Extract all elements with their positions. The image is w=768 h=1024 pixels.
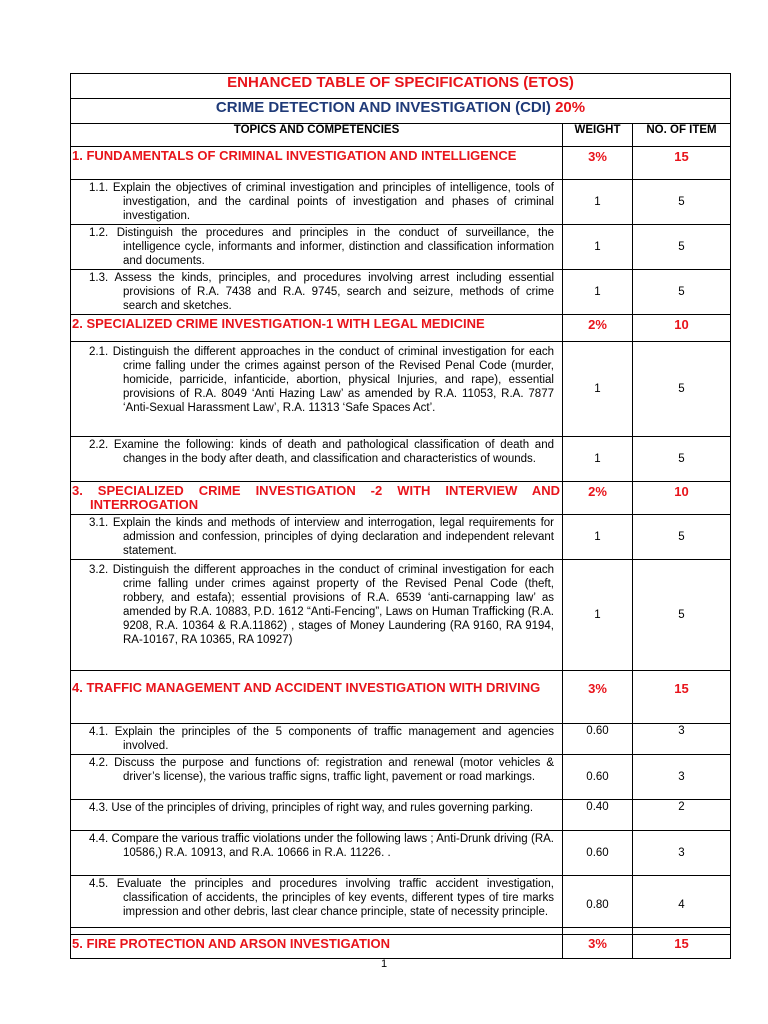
section-weight: 3% [563, 147, 633, 180]
competency-items: 5 [633, 437, 731, 482]
document-subtitle [216, 99, 585, 116]
competency-items: 5 [633, 225, 731, 270]
competency-items: 5 [633, 180, 731, 225]
competency-weight: 1 [563, 560, 633, 671]
subtitle-percent: 20% [555, 99, 586, 116]
competency-items: 3 [633, 755, 731, 800]
competency-items: 5 [633, 560, 731, 671]
section-label: 2. SPECIALIZED CRIME INVESTIGATION-1 WITH LEGAL MEDICINE [72, 316, 485, 331]
section-row [71, 147, 731, 180]
section-label: 1. FUNDAMENTALS OF CRIMINAL INVESTIGATION AND INTELLIGENCE [72, 148, 517, 163]
competency-items: 4 [633, 876, 731, 935]
competency-row [71, 831, 731, 876]
section-items: 15 [633, 147, 731, 180]
competency-text: 4.5. Evaluate the principles and procedures involving traffic accident investigation, classification of accidents, the principles of key events, different types of tire marks impression and other debris, last clear chance principle, state of necessity principle. [89, 878, 554, 918]
section-row [71, 482, 731, 515]
subtitle-text: CRIME DETECTION AND INVESTIGATION (CDI) [215, 99, 551, 116]
competency-weight: 0.60 [563, 755, 633, 800]
section-items: 15 [633, 928, 731, 959]
section-label: 4. TRAFFIC MANAGEMENT AND ACCIDENT INVESTIGATION WITH DRIVING [72, 680, 541, 695]
competency-text: 1.1. Explain the objectives of criminal investigation and principles of intelligence, tools of investigation, and the cardinal points of investigation and phases of criminal investigation. [89, 182, 554, 222]
competency-weight: 1 [563, 225, 633, 270]
competency-weight: 0.40 [563, 800, 633, 831]
competency-row [71, 724, 731, 755]
competency-row [71, 876, 731, 935]
competency-text: 1.2. Distinguish the procedures and principles in the conduct of surveillance, the intelligence cycle, informants and informer, distinction and classification information and documents. [89, 227, 554, 267]
competency-row [71, 437, 731, 482]
competency-text: 2.1. Distinguish the different approaches in the conduct of criminal investigation for each crime falling under the crimes against person of the Revised Penal Code (murder, homicide, parricide, infanticide, abortion, physical Injuries, and rape), essential provisions of R.A. 8049 ‘Anti Hazing Law’ as amended by R.A. 11053, R.A. 7877 ‘Anti-Sexual Harassment Law’, R.A. 11313 ‘Safe Spaces Act’. [89, 346, 554, 414]
competency-row [71, 515, 731, 560]
competency-items: 5 [633, 342, 731, 437]
competency-text: 4.3. Use of the principles of driving, principles of right way, and rules governing parking. [89, 802, 534, 814]
competency-weight: 0.60 [563, 724, 633, 755]
competency-text: 3.1. Explain the kinds and methods of interview and interrogation, legal requirements for admission and confession, principles of dying declaration and independent relevant statement. [89, 517, 554, 557]
competency-row [71, 755, 731, 800]
competency-weight: 0.60 [563, 831, 633, 876]
section-weight: 3% [563, 671, 633, 724]
section-items: 10 [633, 315, 731, 342]
etos-table [70, 73, 731, 935]
section-label: 3. SPECIALIZED CRIME INVESTIGATION -2 WITH INTERVIEW AND INTERROGATION [72, 483, 560, 512]
competency-items: 5 [633, 270, 731, 315]
competency-row [71, 270, 731, 315]
section-items: 15 [633, 671, 731, 724]
section-label: 5. FIRE PROTECTION AND ARSON INVESTIGATION [71, 928, 563, 959]
section-row [71, 315, 731, 342]
competency-row [71, 800, 731, 831]
section-weight: 2% [563, 482, 633, 515]
competency-row [71, 560, 731, 671]
subtitle-cell [71, 99, 731, 124]
competency-text: 1.3. Assess the kinds, principles, and procedures involving arrest including essential provisions of R.A. 7438 and R.A. 9745, search and seizure, methods of crime search and sketches. [89, 272, 554, 312]
competency-text: 4.2. Discuss the purpose and functions of: registration and renewal (motor vehicles & driver’s license), the various traffic signs, traffic light, pavement or road markings. [89, 757, 554, 783]
section-items: 10 [633, 482, 731, 515]
competency-weight: 0.80 [563, 876, 633, 935]
competency-weight: 1 [563, 437, 633, 482]
competency-weight: 1 [563, 342, 633, 437]
section-weight: 3% [563, 928, 633, 959]
header-weight: WEIGHT [563, 124, 633, 147]
header-items: NO. OF ITEM [633, 124, 731, 147]
competency-weight: 1 [563, 515, 633, 560]
competency-text: 4.1. Explain the principles of the 5 components of traffic management and agencies involved. [89, 726, 554, 752]
competency-items: 3 [633, 724, 731, 755]
competency-items: 2 [633, 800, 731, 831]
competency-items: 3 [633, 831, 731, 876]
document-title: ENHANCED TABLE OF SPECIFICATIONS (ETOS) [227, 74, 574, 91]
competency-text: 3.2. Distinguish the different approaches in the conduct of criminal investigation for each crime falling under crimes against property of the Revised Penal Code (theft, robbery, and estafa); essential provisions of R.A. 6539 ‘anti-carnapping law’ as amended by R.A. 10883, P.D. 1612 “Anti-Fencing”, Laws on Human Trafficking (R.A. 9208, R.A. 10364 & R.A.11862) , stages of Money Laundering (RA 9160, RA 9194, RA-10167, RA 10365, RA 10927) [89, 564, 554, 646]
competency-text: 4.4. Compare the various traffic violations under the following laws ; Anti-Drunk driving (RA. 10586,) R.A. 10913, and R.A. 10666 in R.A. 11226. . [89, 833, 554, 859]
page-number: 1 [380, 958, 388, 970]
competency-weight: 1 [563, 270, 633, 315]
next-section-table [70, 927, 731, 959]
section-row [71, 671, 731, 724]
competency-items: 5 [633, 515, 731, 560]
section-row [71, 928, 731, 959]
competency-text: 2.2. Examine the following: kinds of death and pathological classification of death and changes in the body after death, and classification and characteristics of wounds. [89, 439, 554, 465]
header-topics: TOPICS AND COMPETENCIES [71, 124, 563, 147]
competency-row [71, 342, 731, 437]
section-weight: 2% [563, 315, 633, 342]
title-cell [71, 74, 731, 99]
competency-row [71, 225, 731, 270]
competency-weight: 1 [563, 180, 633, 225]
competency-row [71, 180, 731, 225]
